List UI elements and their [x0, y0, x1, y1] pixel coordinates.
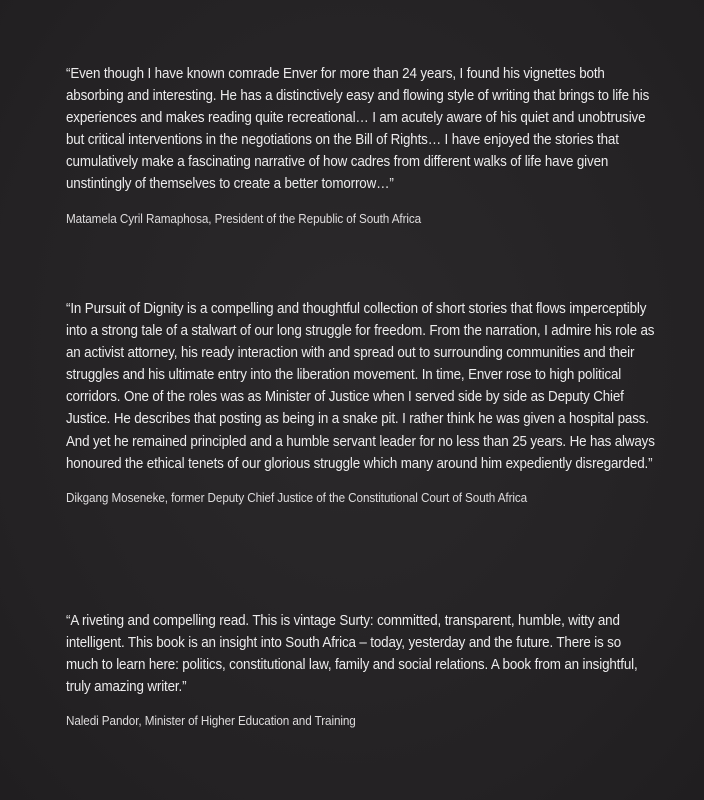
testimonial-attribution: Matamela Cyril Ramaphosa, President of the Republic of South Africa — [66, 211, 422, 226]
testimonial-quote: “In Pursuit of Dignity is a compelling and thoughtful collection of short stories that flows imperceptibly into a strong tale of a stalwart of our long struggle for freedom. From the narration, I admire his role as an activist attorney, his ready interaction with and spread out to surrounding communities and their struggles and his ultimate entry into the liberation movement. In time, Enver rose to high political corridors. One of the roles was as Minister of Justice when I served side by side as Deputy Chief Justice. He describes that posting as being in a snake pit. I rather think he was given a hospital pass. And yet he remained principled and a humble servant leader for no less than 25 years. He has always honoured the ethical tenets of our glorious struggle which many around him expediently disregarded.” — [66, 301, 655, 472]
testimonial-attribution: Dikgang Moseneke, former Deputy Chief Justice of the Constitutional Court of South Africa — [66, 490, 528, 505]
testimonial-quote: “A riveting and compelling read. This is vintage Surty: committed, transparent, humble, witty and intelligent. This book is an insight into South Africa – today, yesterday and the future. There is so much to learn here: politics, constitutional law, family and social relations. A book from an insightful, truly amazing writer.” — [66, 613, 638, 696]
testimonial-moseneke — [66, 298, 656, 506]
testimonial-ramaphosa — [66, 63, 656, 227]
testimonial-quote: “Even though I have known comrade Enver for more than 24 years, I found his vignettes both absorbing and interesting. He has a distinctively easy and flowing style of writing that brings to life his experiences and makes reading quite recreational… I am acutely aware of his quiet and unobtrusive but critical interventions in the negotiations on the Bill of Rights… I have enjoyed the stories that cumulatively make a fascinating narrative of how cadres from different walks of life have given unstintingly of themselves to create a better tomorrow…” — [66, 66, 650, 193]
testimonial-attribution: Naledi Pandor, Minister of Higher Education and Training — [66, 714, 356, 729]
testimonial-pandor — [66, 610, 656, 729]
